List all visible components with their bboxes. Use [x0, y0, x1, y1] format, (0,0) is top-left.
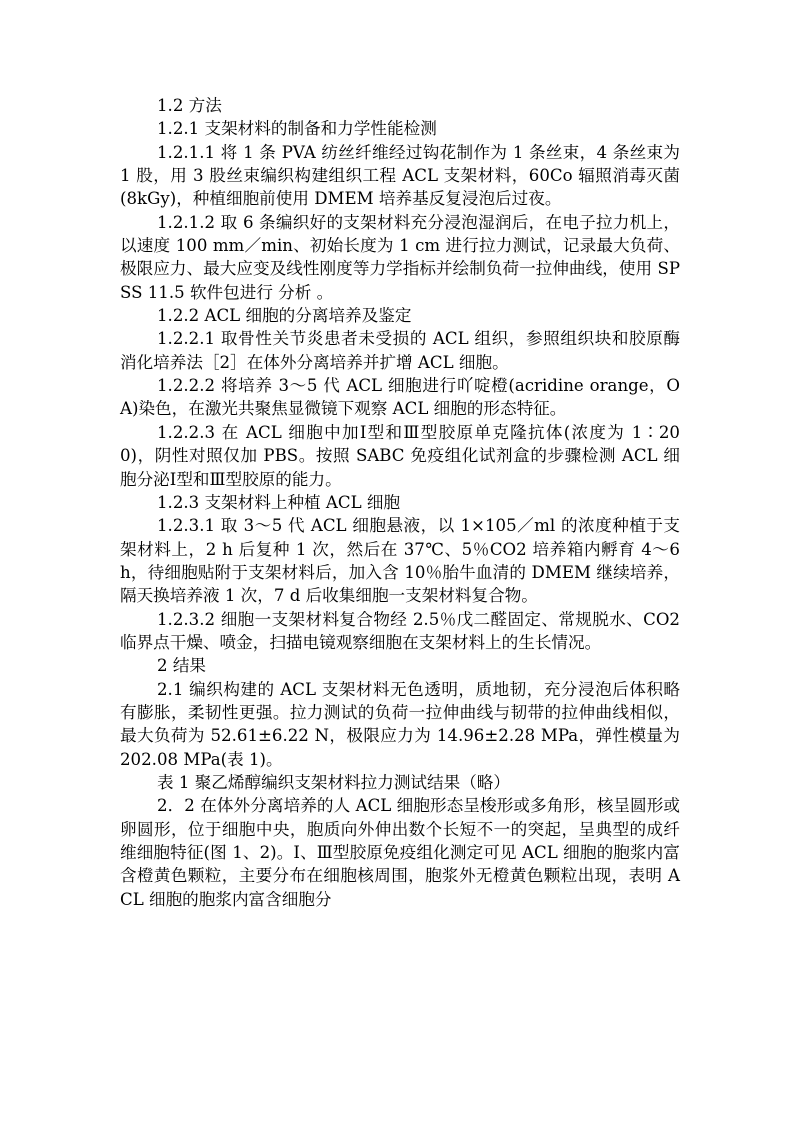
section-heading-results: 2 结果 — [157, 656, 207, 676]
section-heading-methods: 1.2 方法 — [157, 96, 222, 115]
subsection-heading-seeding: 1.2.3 支架材料上种植 ACL 细胞 — [157, 492, 401, 512]
document-body — [120, 94, 680, 911]
paragraph-2-2: 2．2 在体外分离培养的人 ACL 细胞形态呈梭形或多角形，核呈圆形或卵圆形，位于细胞中央，胞质向外伸出数个长短不一的突起，呈典型的成纤维细胞特征(图 1、2)。Ⅰ、Ⅲ型胶原免疫组化测定可见 ACL 细胞的胞浆内富含橙黄色颗粒，主要分布在细胞核周围，胞浆外无橙黄色颗粒出现，表明 ACL 细胞的胞浆内富含细胞分 — [120, 796, 680, 909]
paragraph-1-2-2-2: 1.2.2.2 将培养 3～5 代 ACL 细胞进行吖啶橙(acridine orange，OA)染色，在激光共聚焦显微镜下观察 ACL 细胞的形态特征。 — [120, 376, 680, 419]
subsection-heading-scaffold: 1.2.1 支架材料的制备和力学性能检测 — [157, 119, 437, 139]
paragraph-1-2-3-2: 1.2.3.2 细胞一支架材料复合物经 2.5％戊二醛固定、常规脱水、CO2 临界点干燥、喷金，扫描电镜观察细胞在支架材料上的生长情况。 — [120, 609, 680, 652]
paragraph-1-2-1-1: 1.2.1.1 将 1 条 PVA 纺丝纤维经过钩花制作为 1 条丝束，4 条丝束为 1 股，用 3 股丝束编织构建组织工程 ACL 支架材料，60Co 辐照消毒灭菌(8kGy)，种植细胞前使用 DMEM 培养基反复浸泡后过夜。 — [120, 142, 680, 209]
subsection-heading-acl-cells: 1.2.2 ACL 细胞的分离培养及鉴定 — [157, 306, 412, 326]
table-caption: 表 1 聚乙烯醇编织支架材料拉力测试结果（略） — [157, 772, 510, 792]
paragraph-2-1: 2.1 编织构建的 ACL 支架材料无色透明，质地韧，充分浸泡后体积略有膨胀，柔韧性更强。拉力测试的负荷一拉伸曲线与韧带的拉伸曲线相似，最大负荷为 52.61±6.22 N，极限应力为 14.96±2.28 MPa，弹性模量为 202.08 MPa(表 1)。 — [120, 679, 680, 769]
paragraph-1-2-1-2: 1.2.1.2 取 6 条编织好的支架材料充分浸泡湿润后，在电子拉力机上，以速度 100 mm／min、初始长度为 1 cm 进行拉力测试，记录最大负荷、极限应力、最大应变及线性刚度等力学指标并绘制负荷一拉伸曲线，使用 SPSS 11.5 软件包进行 分析 。 — [120, 212, 680, 302]
paragraph-1-2-2-3: 1.2.2.3 在 ACL 细胞中加Ⅰ型和Ⅲ型胶原单克隆抗体(浓度为 1∶200)，阴性对照仅加 PBS。按照 SABC 免疫组化试剂盒的步骤检测 ACL 细胞分泌Ⅰ型和Ⅲ型胶原的能力。 — [120, 422, 680, 489]
paragraph-1-2-3-1: 1.2.3.1 取 3～5 代 ACL 细胞悬液，以 1×105／ml 的浓度种植于支架材料上，2 h 后复种 1 次，然后在 37℃、5％CO2 培养箱内孵育 4～6 h，待细胞贴附于支架材料后，加入含 10％胎牛血清的 DMEM 继续培养，隔天换培养液 1 次，7 d 后收集细胞一支架材料复合物。 — [120, 516, 680, 606]
paragraph-1-2-2-1: 1.2.2.1 取骨性关节炎患者未受损的 ACL 组织，参照组织块和胶原酶消化培养法［2］在体外分离培养并扩增 ACL 细胞。 — [120, 329, 680, 372]
